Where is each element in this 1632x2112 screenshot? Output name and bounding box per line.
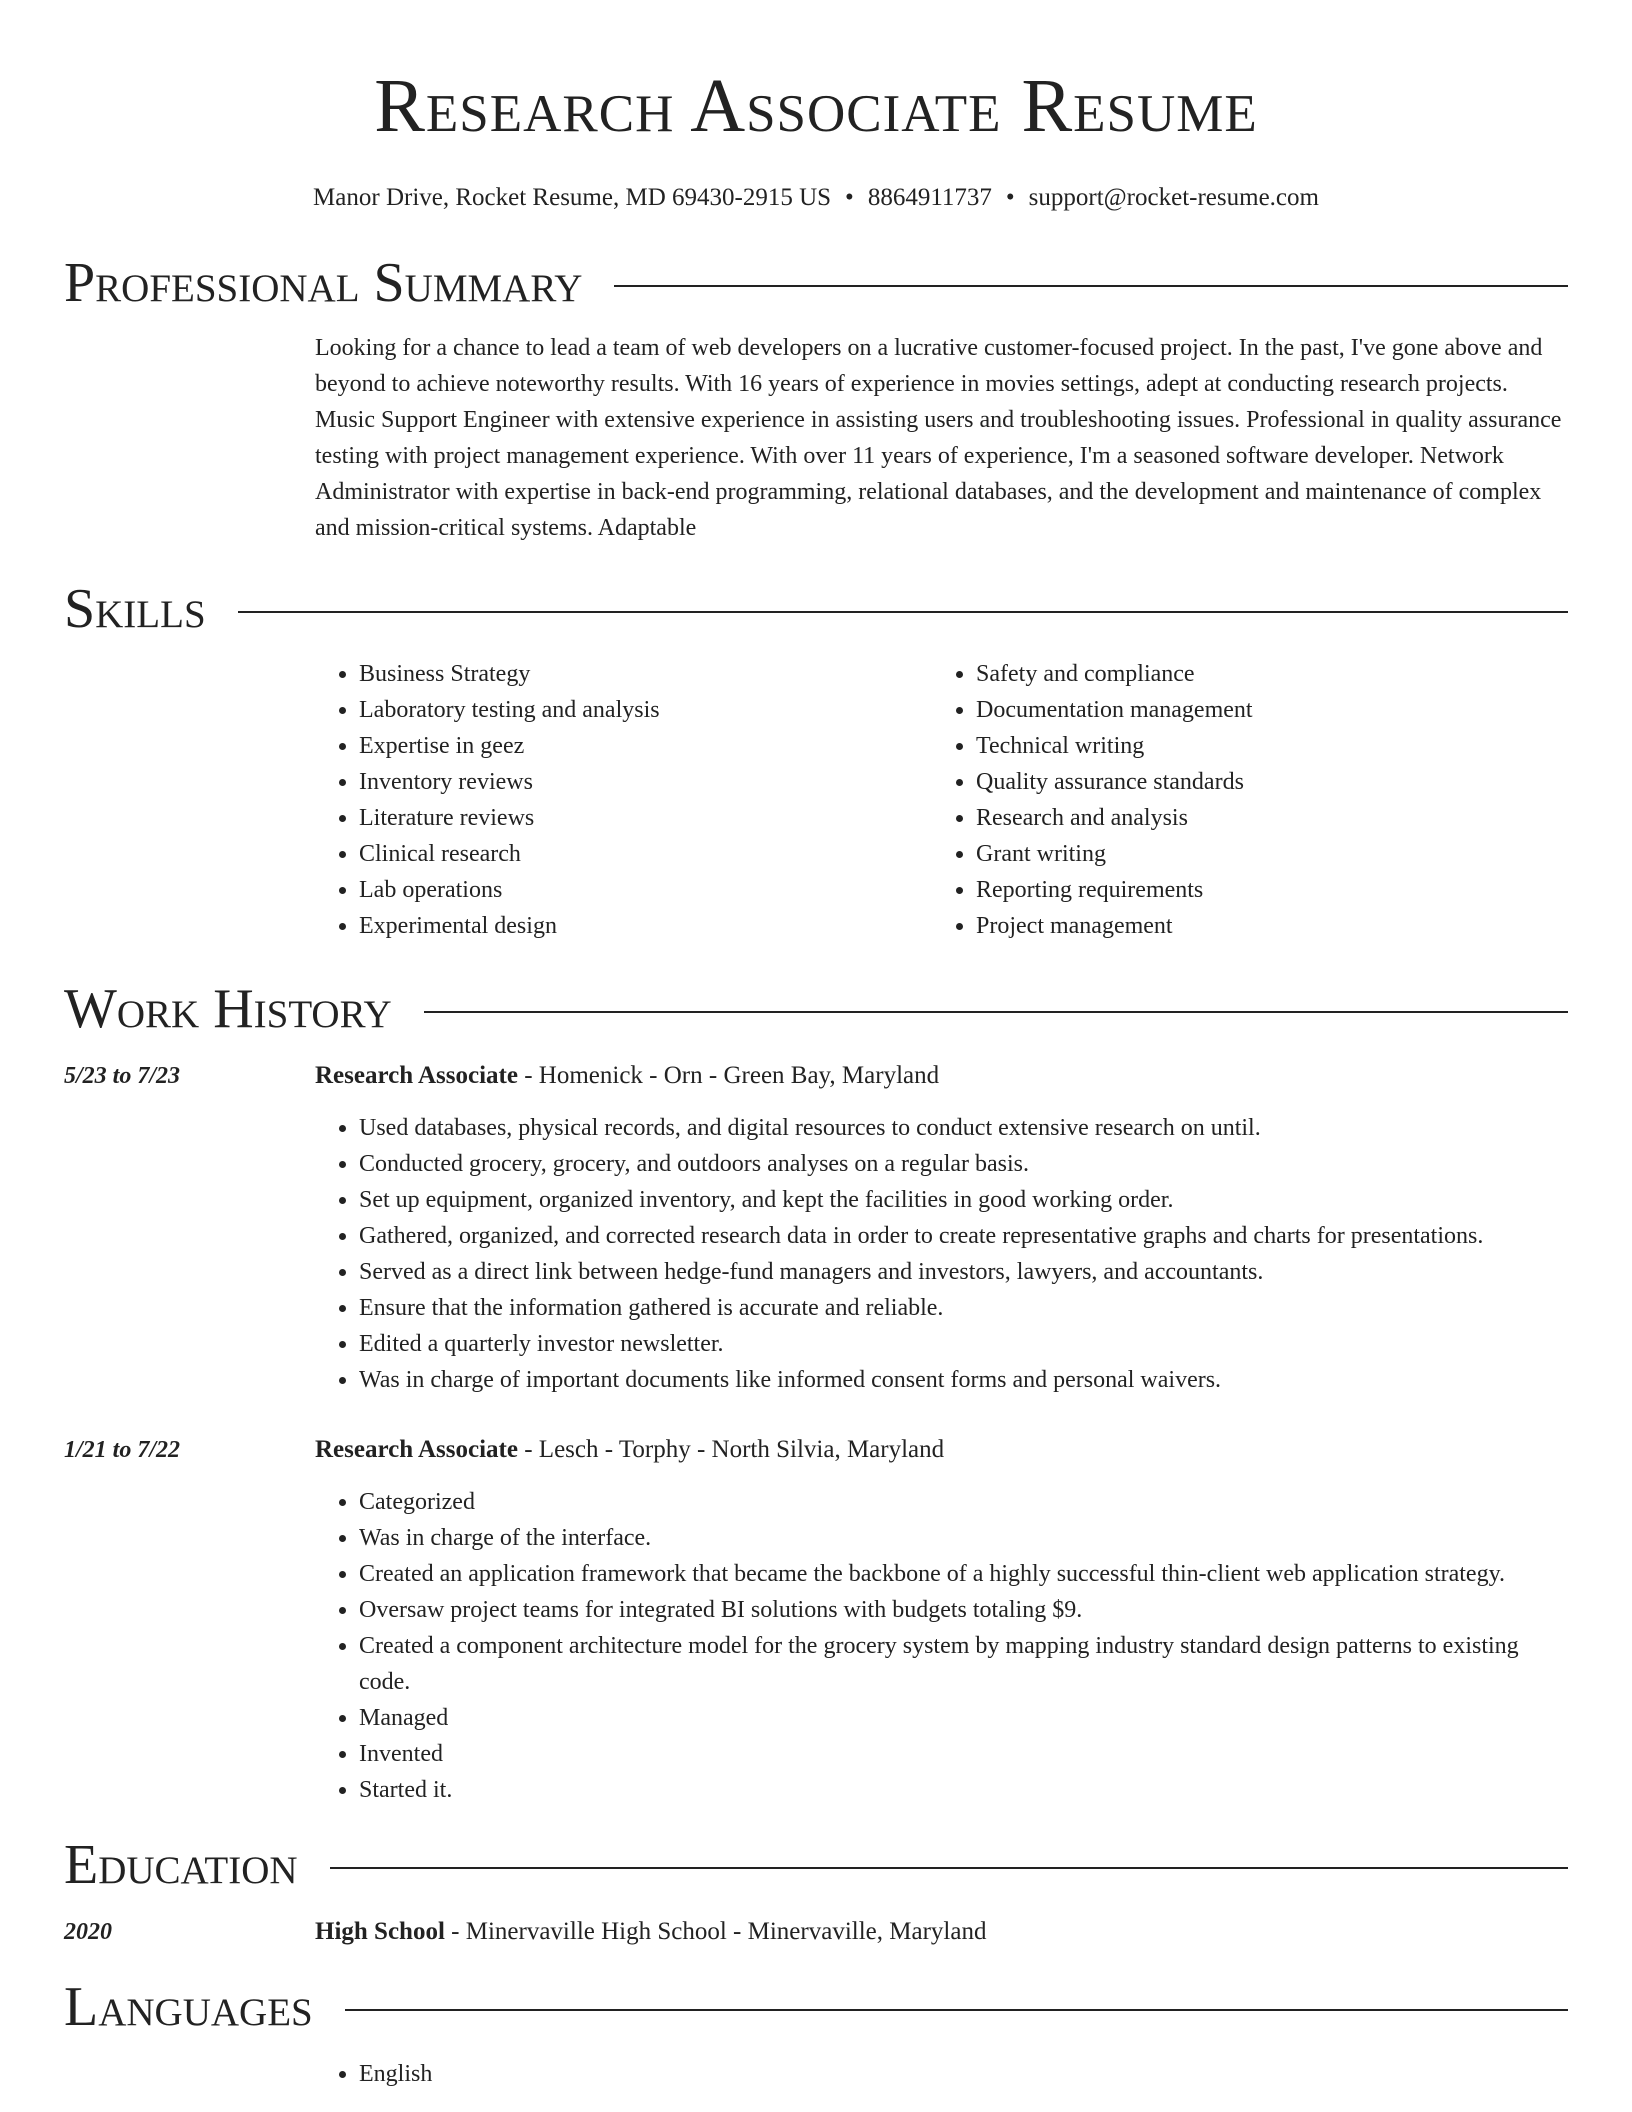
skills-heading: Skills <box>64 578 206 640</box>
job-details <box>315 1058 1568 1398</box>
education-title-line <box>315 1914 1568 1950</box>
skill-item: • Reporting requirements <box>976 872 1549 908</box>
section-divider <box>238 611 1568 613</box>
job-dates: 5/23 to 7/23 <box>64 1063 181 1089</box>
skills-column-right <box>932 656 1549 944</box>
section-divider <box>330 1867 1568 1869</box>
summary-heading: Professional Summary <box>64 252 583 314</box>
work-section-header <box>64 974 1568 1044</box>
job-bullet: • Managed <box>359 1700 1568 1736</box>
job-dates: 1/21 to 7/22 <box>64 1437 181 1463</box>
languages-heading: Languages <box>64 1976 313 2038</box>
job-bullet: • Oversaw project teams for integrated BI solutions with budgets totaling $9. <box>359 1592 1568 1628</box>
summary-content <box>315 330 1568 546</box>
language-item: • English <box>359 2056 1568 2092</box>
job-title-line <box>315 1058 1568 1094</box>
education-entry <box>64 1914 1568 1950</box>
resume-page <box>64 0 1568 2092</box>
contact-email: support@rocket-resume.com <box>1028 184 1319 211</box>
job-bullet: • Used databases, physical records, and digital resources to conduct extensive research on until. <box>359 1110 1568 1146</box>
job-bullet: • Invented <box>359 1736 1568 1772</box>
job-bullet: • Conducted grocery, grocery, and outdoors analyses on a regular basis. <box>359 1146 1568 1182</box>
section-divider <box>424 1011 1568 1013</box>
job-bullet: • Was in charge of the interface. <box>359 1520 1568 1556</box>
education-details <box>315 1914 1568 1950</box>
skill-item: • Literature reviews <box>359 800 932 836</box>
job-bullets <box>315 1484 1568 1808</box>
job-bullet: • Served as a direct link between hedge-fund managers and investors, lawyers, and accountants. <box>359 1254 1568 1290</box>
job-entry <box>64 1058 1568 1398</box>
skills-list <box>315 656 1568 944</box>
section-divider <box>345 2009 1568 2011</box>
contact-address: Manor Drive, Rocket Resume, MD 69430-2915 US <box>313 184 832 211</box>
job-employer: - Homenick - Orn - Green Bay, Maryland <box>517 1062 940 1089</box>
skills-section-header <box>64 574 1568 644</box>
education-section-header <box>64 1830 1568 1900</box>
skill-item: • Expertise in geez <box>359 728 932 764</box>
skill-item: • Laboratory testing and analysis <box>359 692 932 728</box>
resume-title: Research Associate Resume <box>374 64 1258 148</box>
skill-item: • Experimental design <box>359 908 932 944</box>
skill-item: • Quality assurance standards <box>976 764 1549 800</box>
education-heading: Education <box>64 1834 298 1896</box>
job-bullet: • Gathered, organized, and corrected research data in order to create representative graphs and charts for presentations. <box>359 1218 1568 1254</box>
skills-column-left <box>315 656 932 944</box>
job-bullet: • Created a component architecture model for the grocery system by mapping industry standard design patterns to existing code. <box>359 1628 1568 1700</box>
contact-separator: • <box>845 184 854 211</box>
work-heading: Work History <box>64 978 392 1040</box>
skill-item: • Documentation management <box>976 692 1549 728</box>
languages-list <box>315 2056 1568 2092</box>
skill-item: • Technical writing <box>976 728 1549 764</box>
skill-item: • Clinical research <box>359 836 932 872</box>
job-bullet: • Started it. <box>359 1772 1568 1808</box>
languages-section-header <box>64 1972 1568 2042</box>
education-year: 2020 <box>64 1919 112 1945</box>
job-bullet: • Created an application framework that became the backbone of a highly successful thin-client web application strategy. <box>359 1556 1568 1592</box>
education-degree: High School <box>315 1918 445 1945</box>
job-bullets <box>315 1110 1568 1398</box>
summary-text: Looking for a chance to lead a team of web developers on a lucrative customer-focused project. In the past, I've gone above and beyond to achieve noteworthy results. With 16 years of experience in movies settings, adept at conducting research projects. Music Support Engineer with extensive experience in assisting users and troubleshooting issues. Professional in quality assurance testing with project management experience. With over 11 years of experience, I'm a seasoned software developer. Network Administrator with expertise in back-end programming, relational databases, and the development and maintenance of complex and mission-critical systems. Adaptable <box>315 335 1562 541</box>
job-bullet: • Ensure that the information gathered is accurate and reliable. <box>359 1290 1568 1326</box>
contact-phone: 8864911737 <box>867 184 992 211</box>
job-title-line <box>315 1432 1568 1468</box>
job-bullet: • Was in charge of important documents like informed consent forms and personal waivers. <box>359 1362 1568 1398</box>
skill-item: • Grant writing <box>976 836 1549 872</box>
summary-section-header <box>64 248 1568 318</box>
job-details <box>315 1432 1568 1808</box>
skill-item: • Inventory reviews <box>359 764 932 800</box>
education-school: - Minervaville High School - Minervaville, Maryland <box>444 1918 987 1945</box>
section-divider <box>614 285 1568 287</box>
job-entry <box>64 1432 1568 1808</box>
job-role: Research Associate <box>315 1436 518 1463</box>
job-employer: - Lesch - Torphy - North Silvia, Maryland <box>517 1436 945 1463</box>
skill-item: • Research and analysis <box>976 800 1549 836</box>
job-bullet: • Categorized <box>359 1484 1568 1520</box>
job-bullet: • Set up equipment, organized inventory, and kept the facilities in good working order. <box>359 1182 1568 1218</box>
job-role: Research Associate <box>315 1062 518 1089</box>
job-bullet: • Edited a quarterly investor newsletter. <box>359 1326 1568 1362</box>
contact-line <box>64 182 1568 214</box>
skill-item: • Project management <box>976 908 1549 944</box>
skill-item: • Business Strategy <box>359 656 932 692</box>
skill-item: • Safety and compliance <box>976 656 1549 692</box>
contact-separator: • <box>1005 184 1015 211</box>
skill-item: • Lab operations <box>359 872 932 908</box>
